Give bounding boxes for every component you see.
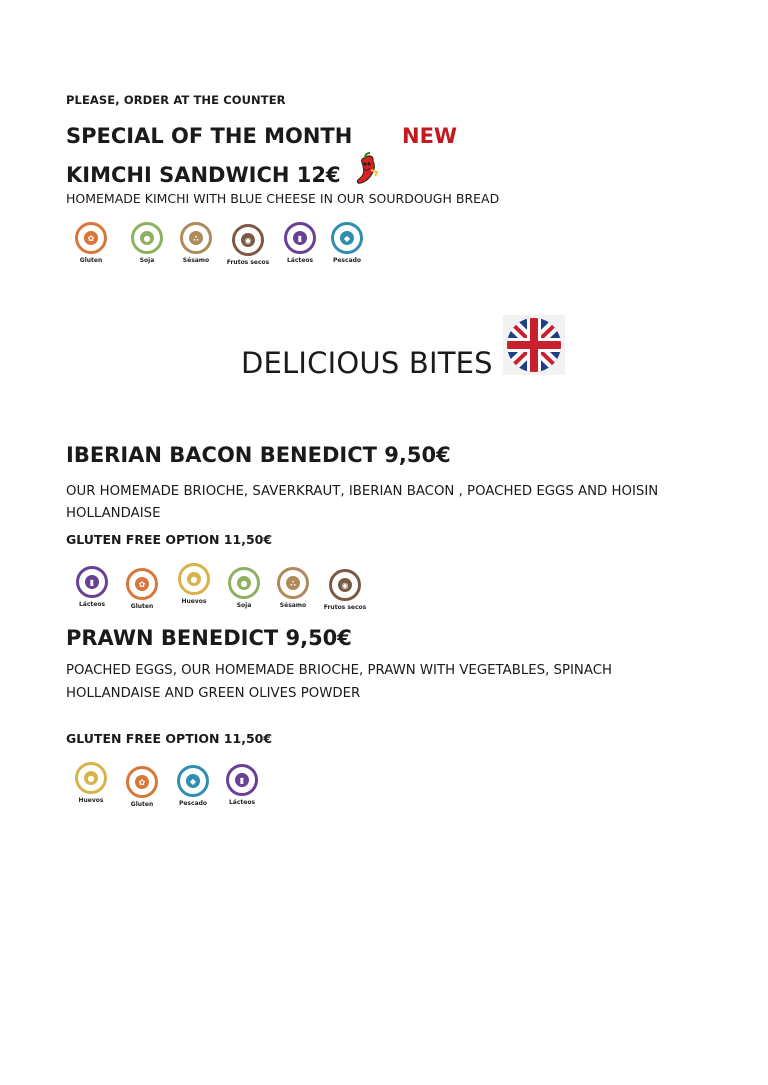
allergen-soja: ● Soja xyxy=(221,567,267,609)
allergen-gluten: ✿ Gluten xyxy=(68,222,114,264)
milk-icon: ▮ xyxy=(76,566,108,598)
allergen-pescado: ◆ Pescado xyxy=(324,222,370,264)
allergen-pescado: ◆ Pescado xyxy=(170,765,216,807)
gluten-free-option: GLUTEN FREE OPTION 11,50€ xyxy=(66,532,273,547)
soy-icon: ● xyxy=(228,567,260,599)
allergen-lacteos: ▮ Lácteos xyxy=(277,222,323,264)
nut-icon: ◉ xyxy=(232,224,264,256)
special-item-title: KIMCHI SANDWICH 12€ xyxy=(66,163,341,187)
dish-description: POACHED EGGS, OUR HOMEMADE BRIOCHE, PRAWN WITH VEGETABLES, SPINACH HOLLANDAISE AND GREEN OLIVES POWDER xyxy=(66,663,613,701)
allergen-frutos-secos: ◉ Frutos secos xyxy=(225,224,271,266)
new-badge: NEW xyxy=(402,124,458,148)
allergen-huevos: ● Huevos xyxy=(68,762,114,804)
allergen-gluten: ✿ Gluten xyxy=(119,766,165,808)
allergen-huevos: ● Huevos xyxy=(171,563,217,605)
wheat-icon: ✿ xyxy=(75,222,107,254)
dish-title: PRAWN BENEDICT 9,50€ xyxy=(66,626,352,650)
allergen-gluten: ✿ Gluten xyxy=(119,568,165,610)
fish-icon: ◆ xyxy=(331,222,363,254)
dish-title: IBERIAN BACON BENEDICT 9,50€ xyxy=(66,443,451,467)
fish-icon: ◆ xyxy=(177,765,209,797)
egg-icon: ● xyxy=(178,563,210,595)
allergen-lacteos: ▮ Lácteos xyxy=(69,566,115,608)
milk-icon: ▮ xyxy=(226,764,258,796)
special-heading: SPECIAL OF THE MONTH xyxy=(66,124,353,148)
special-item-description: HOMEMADE KIMCHI WITH BLUE CHEESE IN OUR SOURDOUGH BREAD xyxy=(66,191,500,206)
allergen-soja: ● Soja xyxy=(124,222,170,264)
soy-icon: ● xyxy=(131,222,163,254)
allergen-sesamo: ∴ Sésamo xyxy=(173,222,219,264)
dish-description: OUR HOMEMADE BRIOCHE, SAVERKRAUT, IBERIAN BACON , POACHED EGGS AND HOISIN HOLLANDAISE xyxy=(66,484,659,521)
wheat-icon: ✿ xyxy=(126,766,158,798)
gluten-free-option: GLUTEN FREE OPTION 11,50€ xyxy=(66,731,273,746)
nut-icon: ◉ xyxy=(329,569,361,601)
allergen-lacteos: ▮ Lácteos xyxy=(219,764,265,806)
milk-icon: ▮ xyxy=(284,222,316,254)
uk-flag-icon xyxy=(503,315,565,379)
allergen-sesamo: ∴ Sésamo xyxy=(270,567,316,609)
sesame-icon: ∴ xyxy=(277,567,309,599)
chili-pepper-icon xyxy=(353,152,379,190)
section-title: DELICIOUS BITES xyxy=(241,346,493,380)
allergen-frutos-secos: ◉ Frutos secos xyxy=(322,569,368,611)
sesame-icon: ∴ xyxy=(180,222,212,254)
wheat-icon: ✿ xyxy=(126,568,158,600)
order-notice: PLEASE, ORDER AT THE COUNTER xyxy=(66,93,286,107)
egg-icon: ● xyxy=(75,762,107,794)
